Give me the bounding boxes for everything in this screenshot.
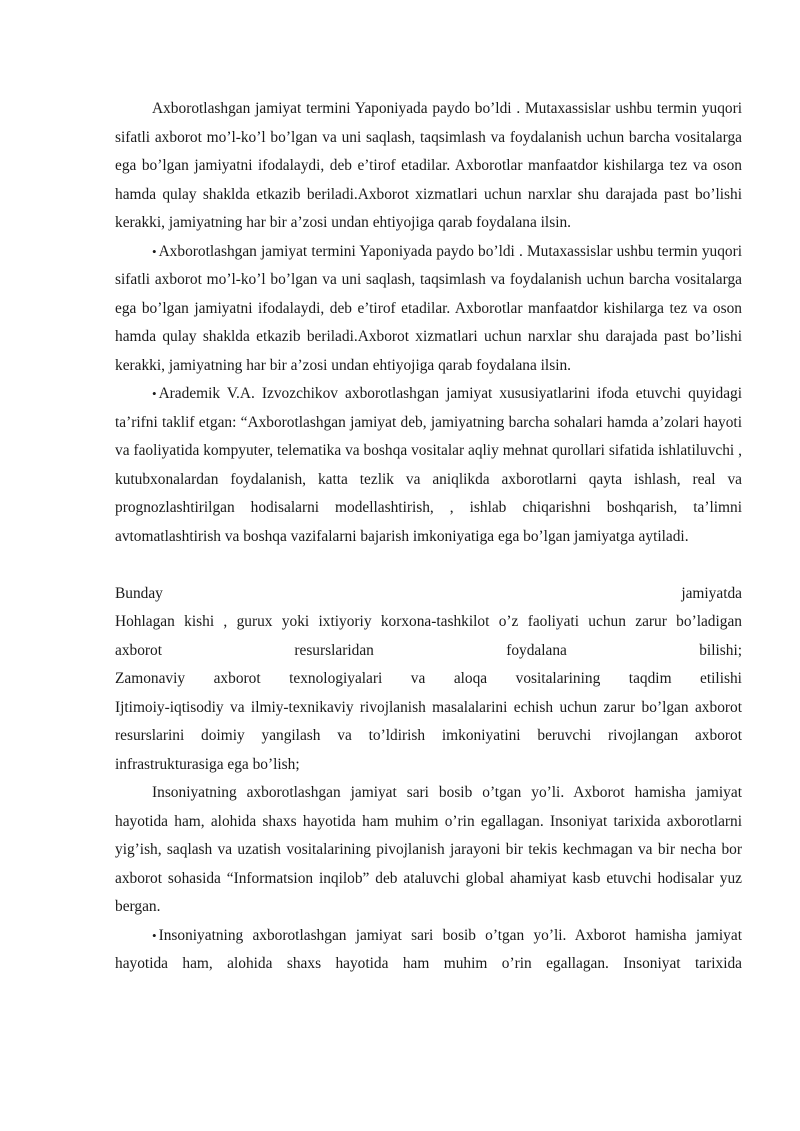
bullet-paragraph-2: [115, 380, 742, 551]
bullet-paragraph-2-text: Arademik V.A. Izvozchikov axborotlashgan jamiyat xususiyatlarini ifoda etuvchi quyidagi ta’rifni taklif etgan: “Axborotlashgan jamiyat deb, jamiyatning barcha sohalari hamda a’zolari hayoti va faoliyatida kompyuter, telematika va boshqa vositalar aqliy mehnat qurollari sifatida ishlatiluvchi , kutubxonalardan foydalanish, katta tezlik va aniqlikda axborotlarni qayta ishlash, real va prognozlashtirilgan hodisalarni modellashtirish, , ishlab chiqarishni boshqarish, ta’limni avtomatlashtirish va boshqa vazifalarni bajarish imkoniyatiga ega bo’lgan jamiyatga aytiladi.: [115, 385, 742, 545]
word: Bunday: [115, 584, 163, 602]
word: axborot: [115, 641, 163, 659]
word: jamiyatda: [681, 584, 742, 602]
word: vositalarining: [515, 670, 601, 687]
word: axborot: [213, 670, 261, 687]
word: Zamonaviy: [115, 670, 186, 687]
word: aloqa: [453, 670, 488, 687]
bullet-paragraph-3: [115, 922, 742, 979]
justified-line-1: [115, 580, 742, 609]
justified-line-4: [115, 665, 742, 694]
word: texnologiyalari: [289, 670, 383, 687]
bullet-icon: •: [152, 243, 157, 259]
bullet-icon: •: [152, 386, 157, 401]
word: bilishi;: [699, 641, 742, 659]
justified-line-3: [115, 637, 742, 666]
paragraph-spacer: [115, 551, 742, 580]
paragraph-intro: Axborotlashgan jamiyat termini Yaponiyada paydo bo’ldi . Mutaxassislar ushbu termin yuqori sifatli axborot mo’l-ko’l bo’lgan va uni saqlash, taqsimlash va foydalanish uchun barcha vositalarga ega bo’lgan jamiyatni ifodalaydi, deb e’tirof etadilar. Axborotlar manfaatdor kishilarga tez va oson hamda qulay shaklda etkazib beriladi.Axborot xizmatlari uchun narxlar shu darajada past bo’lishi kerakki, jamiyatning har bir a’zosi undan ehtiyojiga qarab foydalana ilsin.: [115, 100, 742, 231]
word: foydalana: [506, 641, 567, 659]
bullet-icon: •: [152, 927, 157, 943]
justified-line-2: Hohlagan kishi , gurux yoki ixtiyoriy korxona-tashkilot o’z faoliyati uchun zarur bo’ladigan: [115, 613, 742, 630]
word: resurslaridan: [294, 641, 374, 659]
paragraph-history: Insoniyatning axborotlashgan jamiyat sari bosib o’tgan yo’li. Axborot hamisha jamiyat hayotida ham, alohida shaxs hayotida ham muhim o’rin egallagan. Insoniyat tarixida axborotlarni yig’ish, saqlash va uzatish vositalarining pivojlanish jarayoni bir tekis kechmagan va bir necha bor axborot sohasida “Informatsion inqilob” deb ataluvchi global ahamiyat kasb etuvchi hodisalar yuz bergan.: [115, 784, 742, 915]
word: va: [410, 670, 426, 687]
bullet-paragraph-1: [115, 238, 742, 381]
bullet-paragraph-1-text: Axborotlashgan jamiyat termini Yaponiyada paydo bo’ldi . Mutaxassislar ushbu termin yuqori sifatli axborot mo’l-ko’l bo’lgan va uni saqlash, taqsimlash va foydalanish uchun barcha vositalarga ega bo’lgan jamiyatni ifodalaydi, deb e’tirof etadilar. Axborotlar manfaatdor kishilarga tez va oson hamda qulay shaklda etkazib beriladi.Axborot xizmatlari uchun narxlar shu darajada past bo’lishi kerakki, jamiyatning har bir a’zosi undan ehtiyojiga qarab foydalana ilsin.: [115, 242, 742, 374]
paragraph-infrastructure: Ijtimoiy-iqtisodiy va ilmiy-texnikaviy rivojlanish masalalarini echish uchun zarur bo’lgan axborot resurslarini doimiy yangilash va to’ldirish imkoniyatini beruvchi rivojlangan axborot infrastrukturasiga ega bo’lish;: [115, 698, 742, 773]
bullet-paragraph-3-text: Insoniyatning axborotlashgan jamiyat sari bosib o’tgan yo’li. Axborot hamisha jamiyat hayotida ham, alohida shaxs hayotida ham muhim o’rin egallagan. Insoniyat tarixida: [115, 926, 742, 972]
word: etilishi: [700, 670, 742, 687]
word: taqdim: [628, 670, 672, 687]
